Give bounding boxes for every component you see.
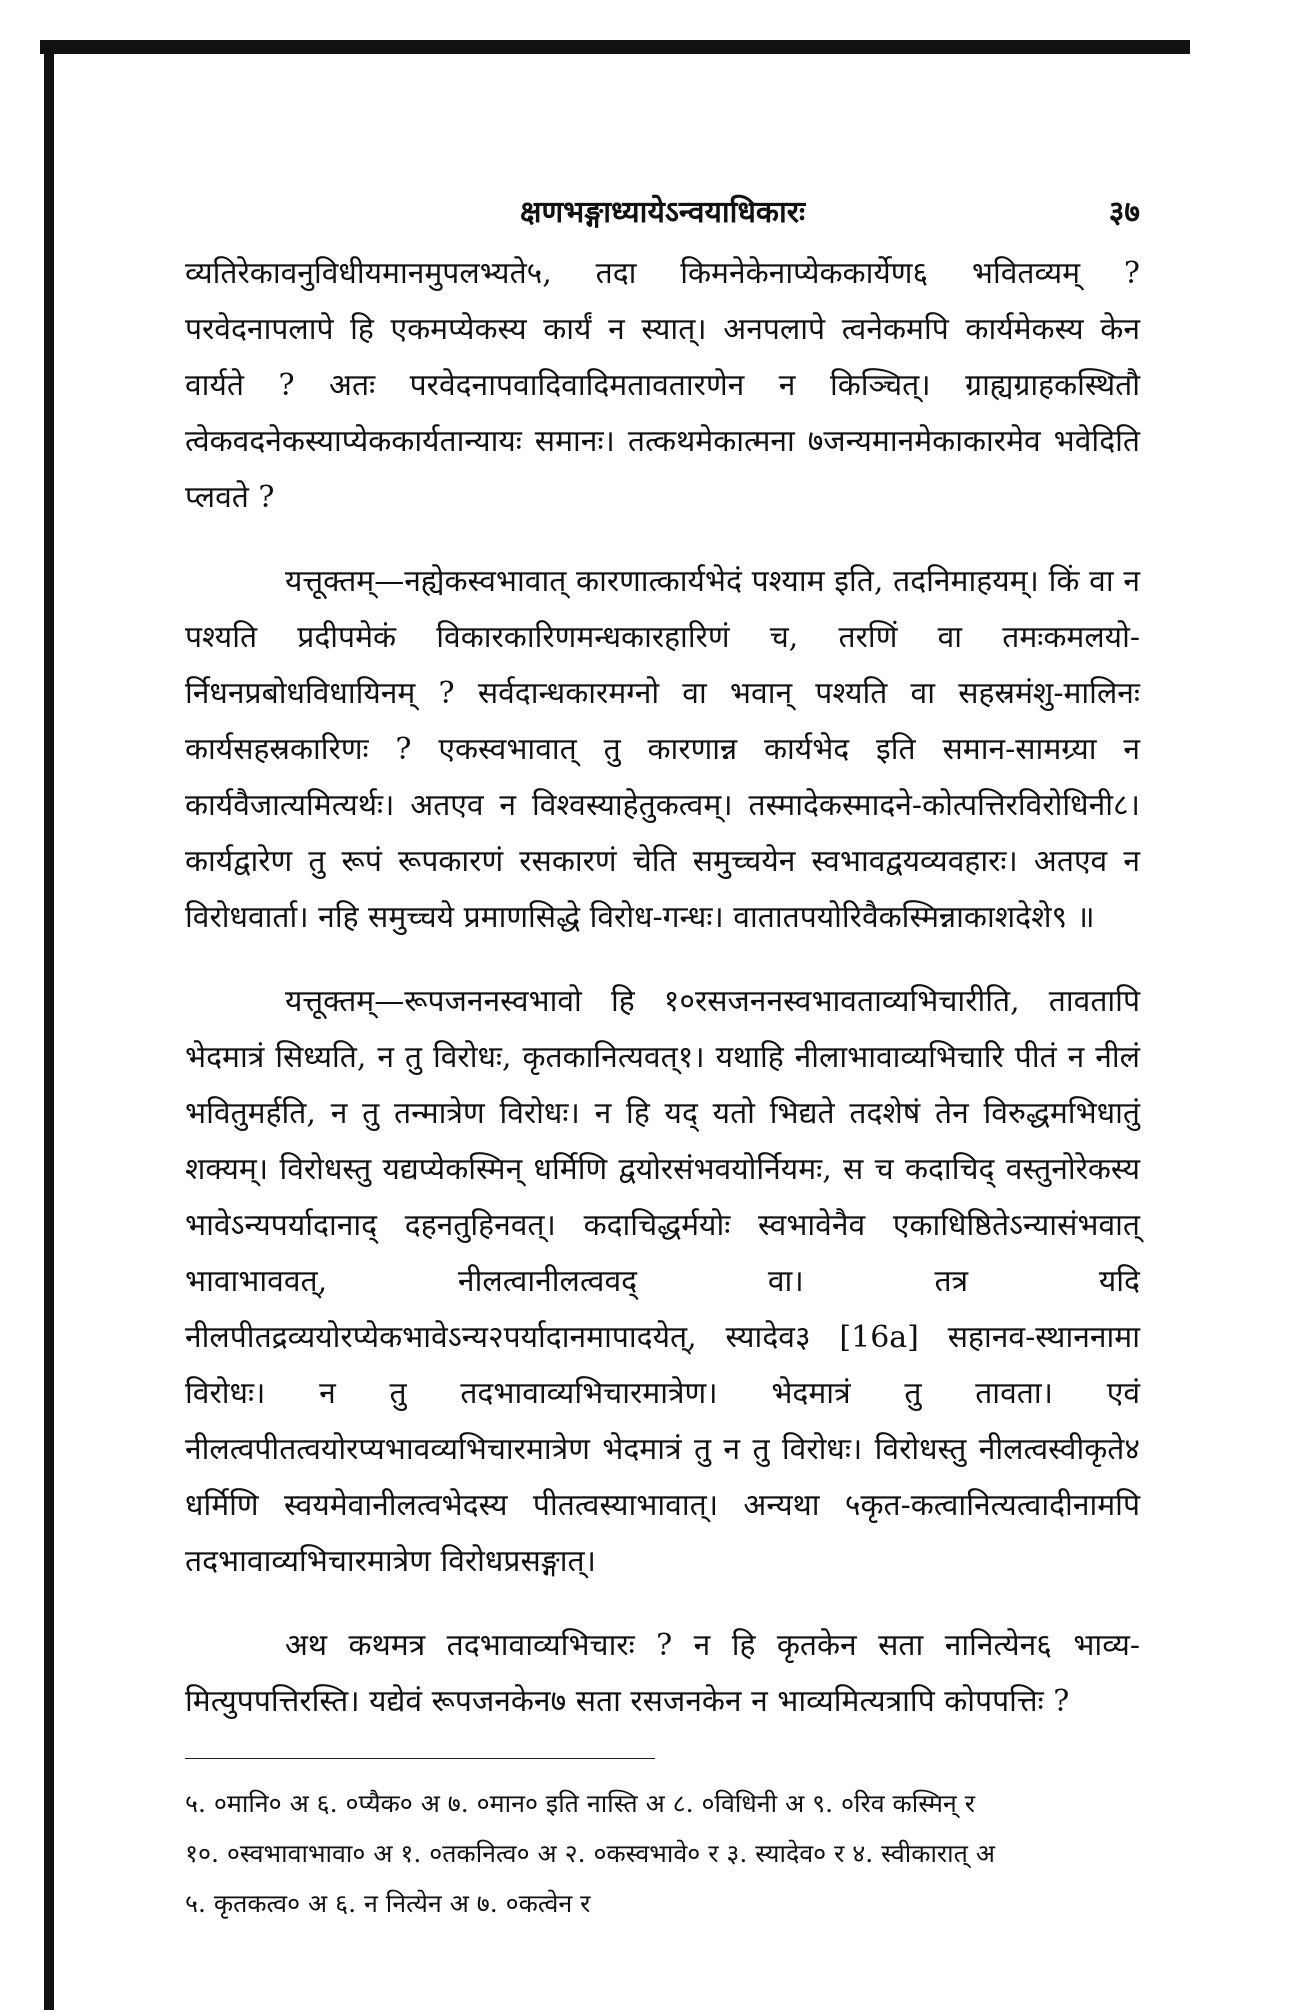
footnote-line-3: ५. कृतकत्व० अ ६. न नित्येन अ ७. ०कत्वेन र (185, 1889, 591, 1918)
footnote-line-1: ५. ०मानि० अ ६. ०प्यैक० अ ७. ०मान० इति नास्ति अ ८. ०विधिनी अ ९. ०रिव कस्मिन् र (185, 1789, 975, 1818)
paragraph-1: व्यतिरेकावनुविधीयमानमुपलभ्यते५, तदा किमनेकेनाप्येककार्येण६ भवितव्यम् ? परवेदनापलापे हि एकमप्येकस्य कार्यं न स्यात्। अनपलापे त्वनेकमपि कार्यमेकस्य केन वार्यते ? अतः परवेदनापवादिवादिमतावतारणेन न किञ्चित्। ग्राह्यग्राहकस्थितौ त्वेकवदनेकस्याप्येककार्यतान्यायः समानः। तत्कथमेकात्मना ७जन्यमानमेकाकारमेव भवेदिति प्लवते ? (185, 256, 1140, 515)
scan-top-edge (40, 40, 1190, 54)
page (185, 190, 1140, 1929)
paragraph-4: अथ कथमत्र तदभावाव्यभिचारः ? न हि कृतकेन सता नानित्येन६ भाव्य-मित्युपपत्तिरस्ति। यद्येवं रूपजनकेन७ सता रसजनकेन न भाव्यमित्यत्रापि कोपपत्तिः ? (185, 1628, 1140, 1719)
paragraph-3: यत्तूक्तम्—रूपजननस्वभावो हि १०रसजननस्वभावताव्यभिचारीति, तावतापि भेदमात्रं सिध्यति, न तु विरोधः, कृतकानित्यवत्१। यथाहि नीलाभावाव्यभिचारि पीतं न नीलं भवितुमर्हति, न तु तन्मात्रेण विरोधः। न हि यद् यतो भिद्यते तदशेषं तेन विरुद्धमभिधातुं शक्यम्। विरोधस्तु यद्यप्येकस्मिन् धर्मिणि द्वयोरसंभवयोर्नियमः, स च कदाचिद् वस्तुनोरेकस्य भावेऽन्यपर्यादानाद् दहनतुहिनवत्। कदाचिद्धर्मयोः स्वभावेनैव एकाधिष्ठितेऽन्यासंभवात् भावाभाववत्, नीलत्वानीलत्ववद् वा। तत्र यदि नीलपीतद्रव्ययोरप्येकभावेऽन्य२पर्यादानमापादयेत्, स्यादेव३ [16a] सहानव-स्थाननामा विरोधः। न तु तदभावाव्यभिचारमात्रेण। भेदमात्रं तु तावता। एवं नीलत्वपीतत्वयोरप्यभावव्यभिचारमात्रेण भेदमात्रं तु न तु विरोधः। विरोधस्तु नीलत्वस्वीकृते४ धर्मिणि स्वयमेवानीलत्वभेदस्य पीतत्वस्याभावात्। अन्यथा ५कृत-कत्वानित्यत्वादीनामपि तदभावाव्यभिचारमात्रेण विरोधप्रसङ्गात्। (185, 984, 1140, 1579)
footnote-line-2: १०. ०स्वभावाभावा० अ १. ०तकनित्व० अ २. ०कस्वभावे० र ३. स्यादेव० र ४. स्वीकारात् अ (185, 1839, 995, 1868)
running-title: क्षणभङ्गाध्यायेऽन्वयाधिकारः (519, 195, 806, 230)
page-number: ३७ (1108, 195, 1140, 230)
footnotes (185, 1779, 1140, 1929)
paragraph-2: यत्तूक्तम्—नह्येकस्वभावात् कारणात्कार्यभेदं पश्याम इति, तदनिमाहयम्। किं वा न पश्यति प्रदीपमेकं विकारकारिणमन्धकारहारिणं च, तरणिं वा तमःकमलयो-र्निधनप्रबोधविधायिनम् ? सर्वदान्धकारमग्नो वा भवान् पश्यति वा सहस्रमंशु-मालिनः कार्यसहस्रकारिणः ? एकस्वभावात् तु कारणान्न कार्यभेद इति समान-सामग्र्या न कार्यवैजात्यमित्यर्थः। अतएव न विश्वस्याहेतुकत्वम्। तस्मादेकस्मादने-कोत्पत्तिरविरोधिनी८। कार्यद्वारेण तु रूपं रूपकारणं रसकारणं चेति समुच्चयेन स्वभावद्वयव्यवहारः। अतएव न विरोधवार्ता। नहि समुच्चये प्रमाणसिद्धे विरोध-गन्धः। वातातपयोरिवैकस्मिन्नाकाशदेशे९ ॥ (185, 564, 1140, 935)
running-header (185, 190, 1140, 246)
footnote-rule (185, 1758, 655, 1759)
scan-binding-edge (44, 40, 54, 2010)
